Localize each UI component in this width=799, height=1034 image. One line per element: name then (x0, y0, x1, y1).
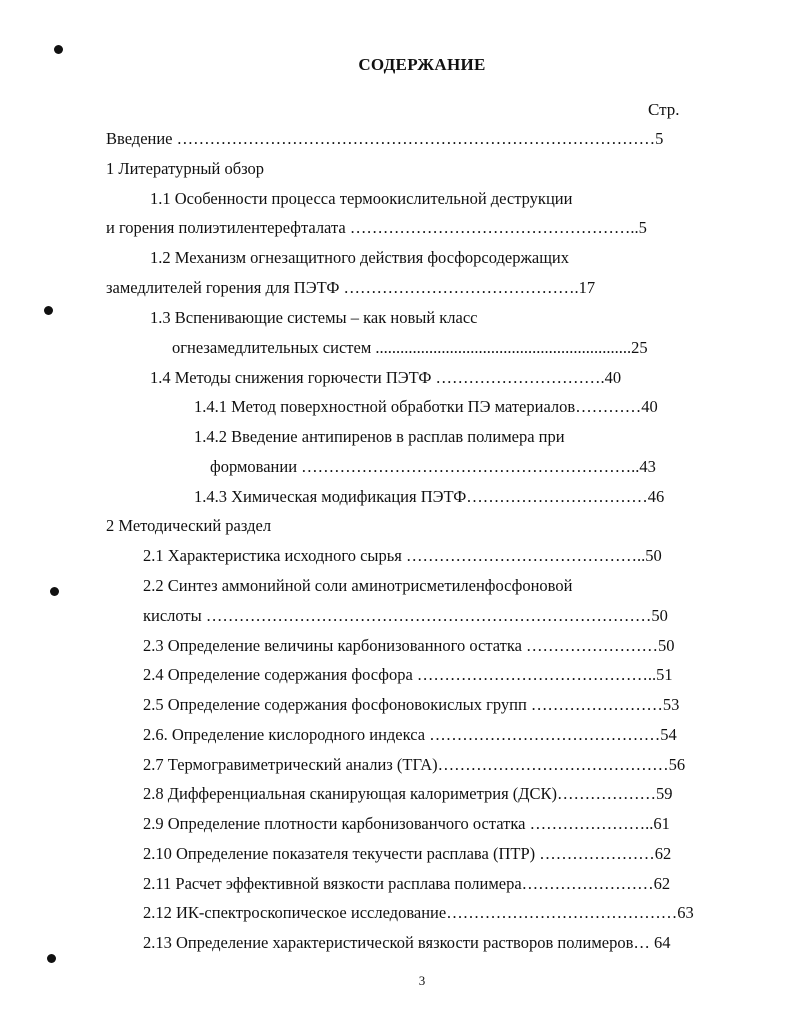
binder-hole-1 (54, 45, 63, 54)
binder-hole-3 (50, 587, 59, 596)
toc-line: 2 Методический раздел (106, 516, 272, 535)
toc-line: 1.4 Методы снижения горючести ПЭТФ ………………………….40 (150, 368, 622, 387)
toc-line: формовании ……………………………………………………..43 (210, 457, 656, 476)
toc-line: 2.5 Определение содержания фосфоновокислых групп ……………………53 (143, 695, 680, 714)
toc-line: 2.7 Термогравиметрический анализ (ТГА)……………………………………56 (143, 755, 686, 774)
page-column-header: Стр. (648, 100, 680, 119)
binder-hole-4 (47, 954, 56, 963)
toc-line: огнезамедлительных систем ..............................................................25 (172, 338, 648, 357)
toc-line: 1.3 Вспенивающие системы – как новый класс (150, 308, 478, 327)
toc-line: 2.12 ИК-спектроскопическое исследование……………………………………63 (143, 903, 694, 922)
toc-line: 2.4 Определение содержания фосфора ……………………………………..51 (143, 665, 673, 684)
toc-line: и горения полиэтилентерефталата ……………………………………………..5 (106, 218, 647, 237)
toc-line: кислоты ………………………………………………………………………50 (143, 606, 668, 625)
toc-line: Введение ……………………………………………………………………………5 (106, 129, 664, 148)
toc-line: 1.1 Особенности процесса термоокислительной деструкции (150, 189, 573, 208)
toc-line: 2.1 Характеристика исходного сырья ……………………………………..50 (143, 546, 662, 565)
toc-line: замедлителей горения для ПЭТФ …………………………………….17 (106, 278, 596, 297)
toc-line: 2.11 Расчет эффективной вязкости расплава полимера……………………62 (143, 874, 671, 893)
toc-line: 1.4.3 Химическая модификация ПЭТФ……………………………46 (194, 487, 665, 506)
toc-line: 2.3 Определение величины карбонизованного остатка ……………………50 (143, 636, 675, 655)
toc-line: 2.10 Определение показателя текучести расплава (ПТР) …………………62 (143, 844, 672, 863)
toc-line: 2.13 Определение характеристической вязкости растворов полимеров… 64 (143, 933, 671, 952)
toc-line: 2.8 Дифференциальная сканирующая калориметрия (ДСК)………………59 (143, 784, 673, 803)
toc-line: 2.2 Синтез аммонийной соли аминотрисметиленфосфоновой (143, 576, 573, 595)
toc-line: 1.2 Механизм огнезащитного действия фосфорсодержащих (150, 248, 570, 267)
toc-line: 1.4.2 Введение антипиренов в расплав полимера при (194, 427, 565, 446)
toc-line: 1 Литературный обзор (106, 159, 265, 178)
toc-line: 2.9 Определение плотности карбонизованчого остатка …………………..61 (143, 814, 670, 833)
toc-line: 1.4.1 Метод поверхностной обработки ПЭ материалов…………40 (194, 397, 658, 416)
page-number: 3 (418, 973, 426, 988)
toc-line: 2.6. Определение кислородного индекса ……………………………………54 (143, 725, 677, 744)
document-title: СОДЕРЖАНИЕ (358, 55, 486, 74)
binder-hole-2 (44, 306, 53, 315)
